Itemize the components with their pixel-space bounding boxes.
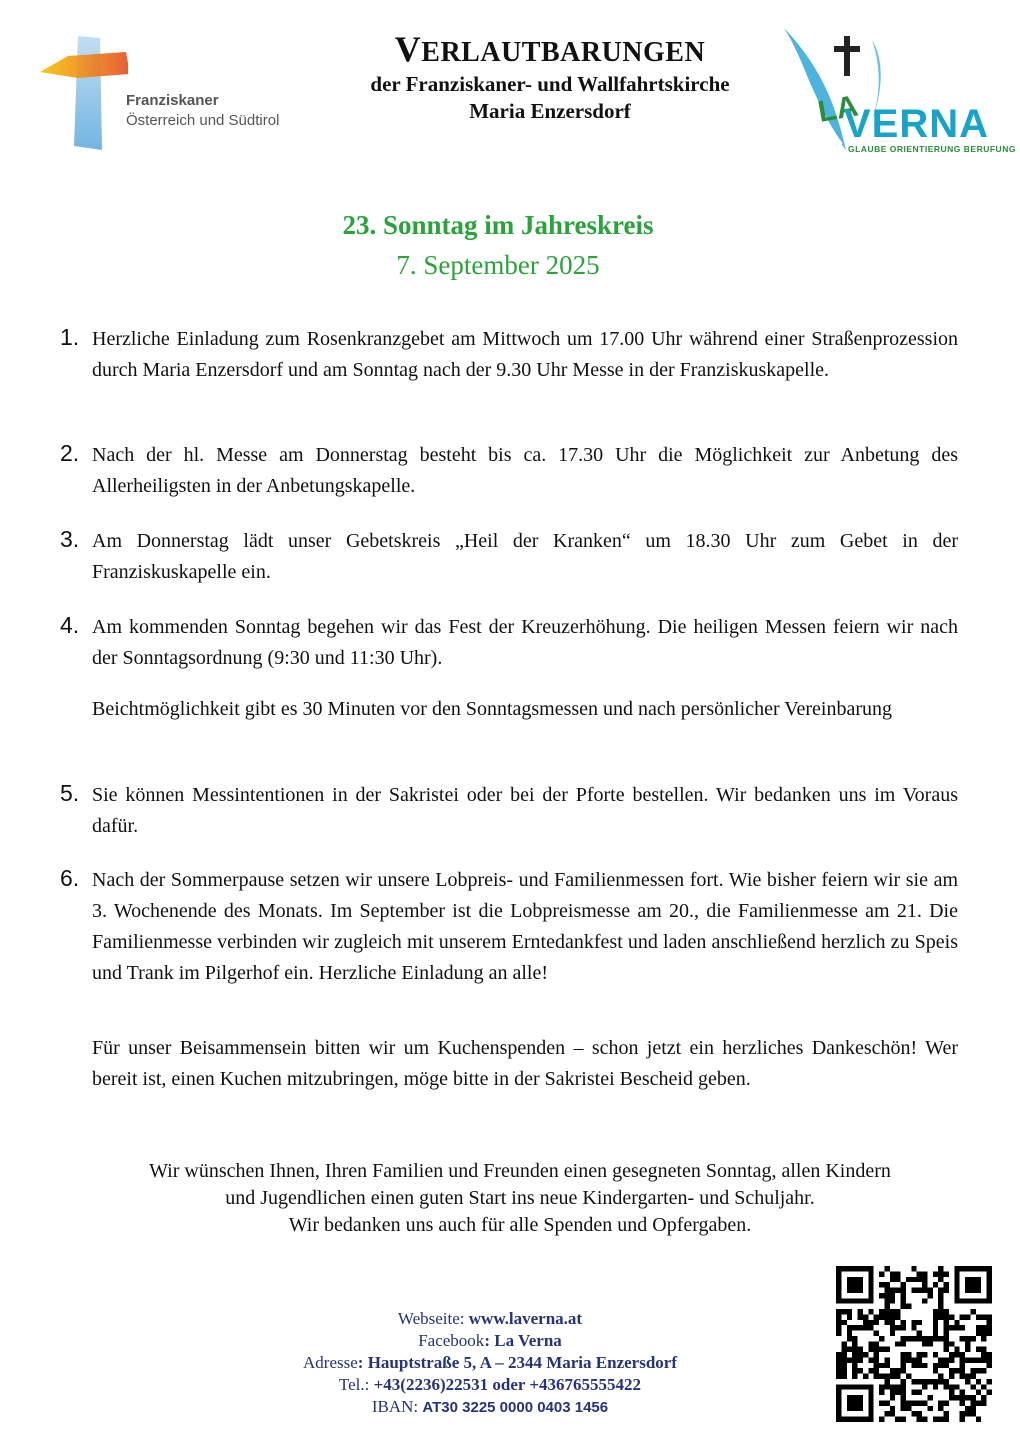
footer-facebook: Facebook: La Verna xyxy=(418,1331,562,1350)
item-text: Sie können Messintentionen in der Sakristei oder bei der Pforte bestellen. Wir bedanken uns im Voraus dafür. xyxy=(92,784,958,837)
logo-left-line2: Österreich und Südtirol xyxy=(126,112,280,129)
sunday-title: 23. Sonntag im Jahreskreis xyxy=(342,210,654,240)
logo-right-word: VERNA xyxy=(844,102,990,146)
item-text: Herzliche Einladung zum Rosenkranzgebet am Mittwoch um 17.00 Uhr während einer Straßenprozession durch Maria Enzersdorf und am Sonntag nach der 9.30 Uhr Messe in der Franziskuskapelle. xyxy=(92,328,958,381)
item-extra-text: Beichtmöglichkeit gibt es 30 Minuten vor den Sonntagsmessen und nach persönlicher Vereinbarung xyxy=(92,698,893,720)
item-number: 1. xyxy=(60,324,80,350)
heading-subtitle-church: der Franziskaner- und Wallfahrtskirche xyxy=(370,72,730,96)
item-number: 6. xyxy=(60,865,80,891)
la-verna-logo xyxy=(776,22,1016,162)
item-text: Nach der hl. Messe am Donnerstag besteht bis ca. 17.30 Uhr die Möglichkeit zur Anbetung des Allerheiligsten in der Anbetungskapelle. xyxy=(92,444,958,497)
svg-text:LA: LA xyxy=(815,89,861,129)
footer-phone: Tel.: +43(2236)22531 oder +436765555422 xyxy=(338,1375,642,1394)
footer-iban: IBAN: AT30 3225 0000 0403 1456 xyxy=(371,1397,609,1416)
closing-wishes xyxy=(80,1158,960,1239)
page-heading: VERLAUTBARUNGEN xyxy=(394,29,706,69)
closing-line-1: Wir wünschen Ihnen, Ihren Familien und Freunden einen gesegneten Sonntag, allen Kindern xyxy=(149,1160,891,1182)
franziskaner-logo xyxy=(38,34,308,154)
item-extra-text: Für unser Beisammensein bitten wir um Kuchenspenden – schon jetzt ein herzliches Dankeschön! Wer bereit ist, einen Kuchen mitzubringen, möge bitte in der Sakristei Bescheid geben. xyxy=(92,1037,958,1090)
sunday-date: 7. September 2025 xyxy=(396,250,600,280)
website-link[interactable]: www.laverna.at xyxy=(468,1309,583,1328)
item-number: 5. xyxy=(60,780,80,806)
logo-right-tagline: GLAUBE ORIENTIERUNG BERUFUNG xyxy=(848,144,1016,154)
item-text: Nach der Sommerpause setzen wir unsere Lobpreis- und Familienmessen fort. Wie bisher feiern wir sie am 3. Wochenende des Monats. Im September ist die Lobpreismesse am 20., die Familienmesse am 21. Die Familienmesse verbinden wir zugleich mit unserem Erntedankfest und laden anschließend herzlich zu Speis und Trank im Pilgerhof ein. Herzliche Einladung an alle! xyxy=(92,869,958,984)
franziskaner-tau-icon xyxy=(38,34,128,154)
qr-code-icon[interactable] xyxy=(836,1266,992,1422)
closing-line-3: Wir bedanken uns auch für alle Spenden und Opfergaben. xyxy=(288,1214,752,1236)
contact-footer xyxy=(240,1308,740,1419)
item-text: Am kommenden Sonntag begehen wir das Fest der Kreuzerhöhung. Die heiligen Messen feiern wir nach der Sonntagsordnung (9:30 und 11:30 Uhr). xyxy=(92,616,958,669)
item-number: 4. xyxy=(60,612,80,638)
item-number: 3. xyxy=(60,526,80,552)
heading-subtitle-place: Maria Enzersdorf xyxy=(469,99,631,123)
closing-line-2: und Jugendlichen einen guten Start ins neue Kindergarten- und Schuljahr. xyxy=(225,1187,815,1209)
item-number: 2. xyxy=(60,440,80,466)
logo-left-line1: Franziskaner xyxy=(126,92,219,109)
footer-address: Adresse: Hauptstraße 5, A – 2344 Maria Enzersdorf xyxy=(303,1353,677,1372)
footer-website: Webseite: www.laverna.at xyxy=(397,1309,583,1328)
item-text: Am Donnerstag lädt unser Gebetskreis „Heil der Kranken“ um 18.30 Uhr zum Gebet in der Franziskuskapelle ein. xyxy=(92,530,958,583)
